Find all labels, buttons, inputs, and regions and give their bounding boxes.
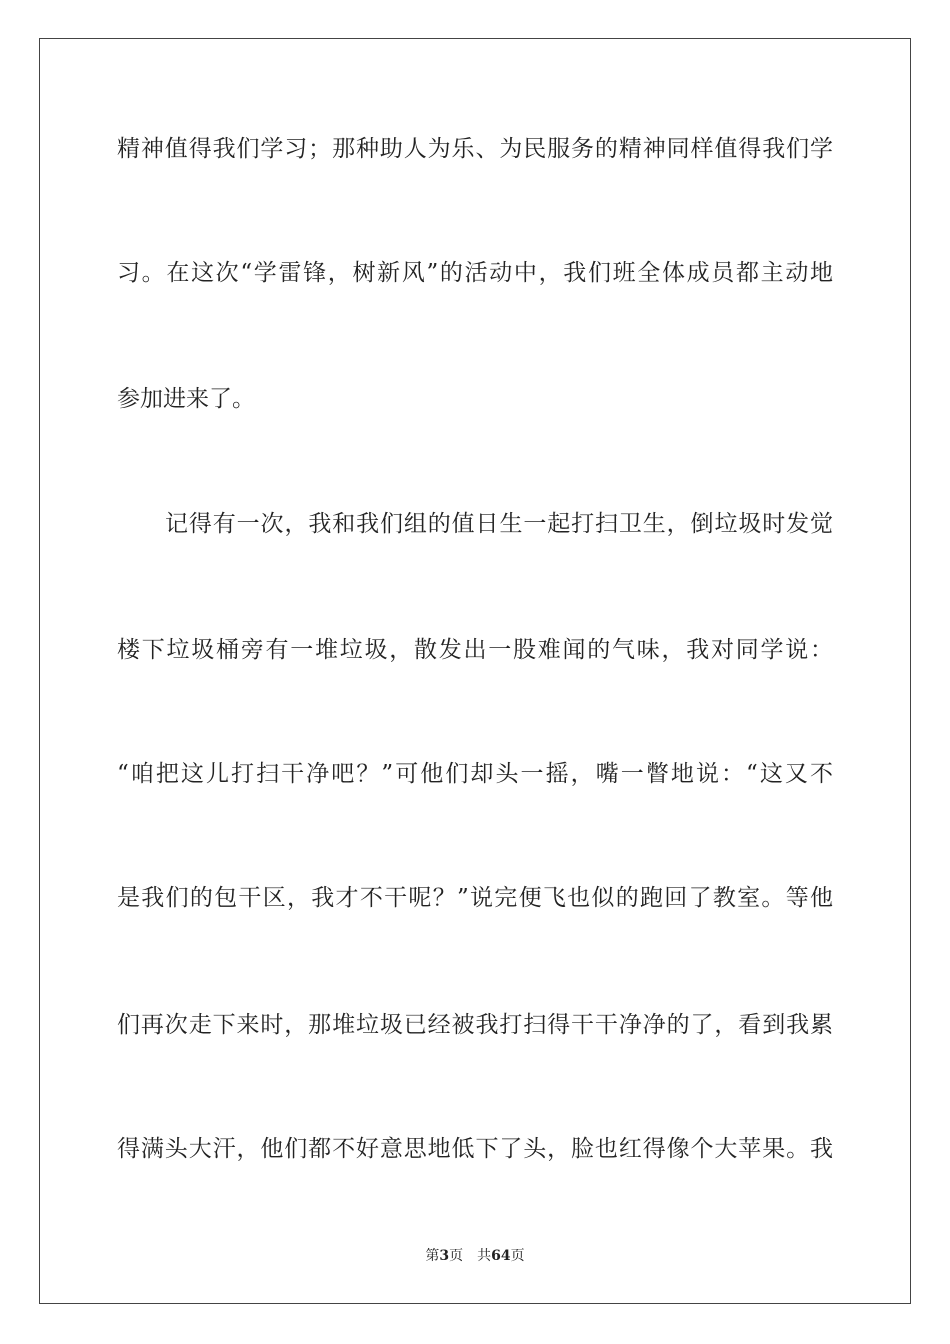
- page-number: 3: [439, 1248, 450, 1264]
- text-line-8: 们再次走下来时，那堆垃圾已经被我打扫得干干净净的了，看到我累: [117, 1012, 833, 1038]
- text-line-9: 得满头大汗，他们都不好意思地低下了头，脸也红得像个大苹果。我: [117, 1136, 833, 1162]
- page-suffix: 页: [449, 1248, 464, 1264]
- text-line-1: 精神值得我们学习；那种助人为乐、为民服务的精神同样值得我们学: [117, 136, 833, 162]
- text-line-3: 参加进来了。: [117, 386, 255, 412]
- text-line-2: 习。在这次“学雷锋，树新风”的活动中，我们班全体成员都主动地: [117, 260, 833, 286]
- page-prefix: 第: [425, 1248, 440, 1264]
- total-prefix: 共: [477, 1248, 492, 1264]
- text-line-6: “咱把这儿打扫干净吧？”可他们却头一摇，嘴一瞥地说：“这又不: [117, 761, 833, 787]
- text-line-5: 楼下垃圾桶旁有一堆垃圾，散发出一股难闻的气味，我对同学说：: [117, 637, 833, 663]
- text-line-7: 是我们的包干区，我才不干呢？”说完便飞也似的跑回了教室。等他: [117, 885, 833, 911]
- page-footer: [0, 1247, 950, 1265]
- total-suffix: 页: [510, 1248, 525, 1264]
- total-pages: 64: [491, 1248, 511, 1264]
- page-frame: [39, 38, 911, 1304]
- text-line-4: 记得有一次，我和我们组的值日生一起打扫卫生，倒垃圾时发觉: [165, 511, 833, 537]
